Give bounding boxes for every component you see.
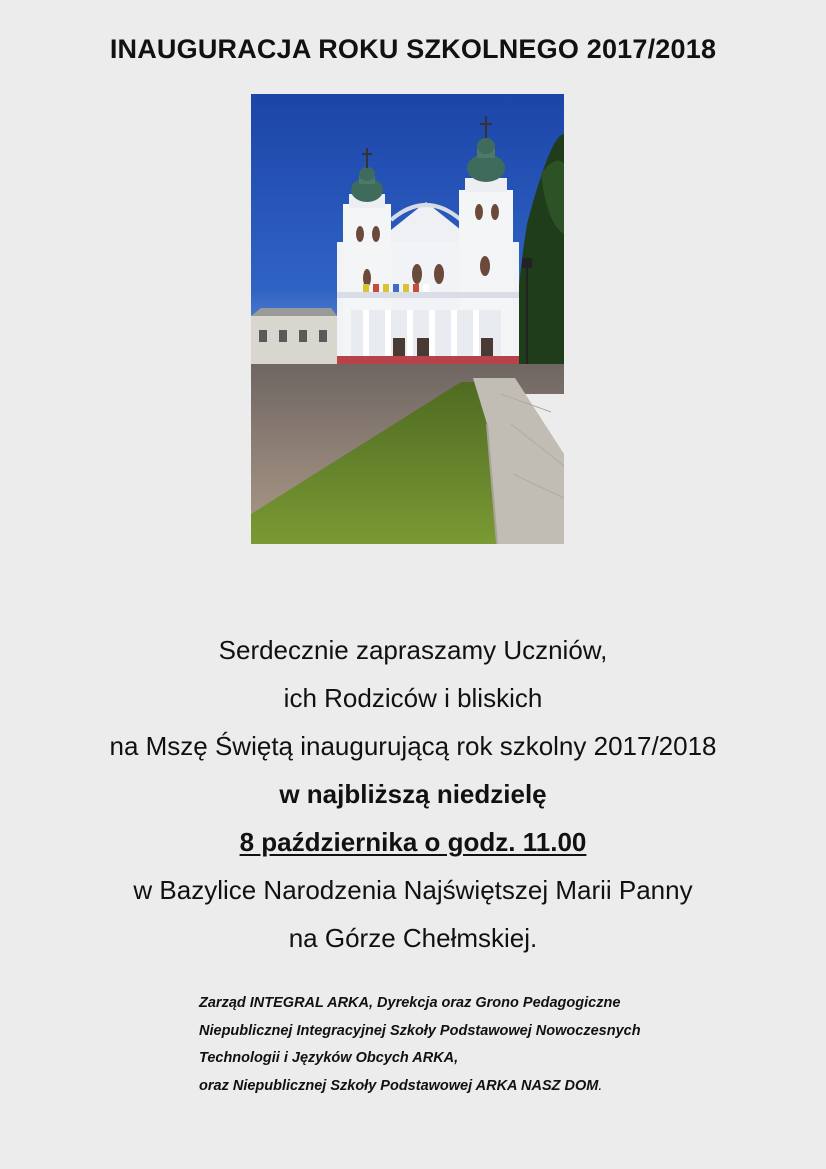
page-title: INAUGURACJA ROKU SZKOLNEGO 2017/2018 — [109, 34, 717, 64]
signature-line: Technologii i Języków Obcych ARKA, — [199, 1050, 459, 1066]
invitation-line: na Mszę Świętą inaugurującą rok szkolny 2017/2018 — [109, 731, 717, 761]
invitation-text — [0, 626, 826, 962]
invitation-day: w najbliższą niedzielę — [279, 779, 547, 809]
signature-line: Zarząd INTEGRAL ARKA, Dyrekcja oraz Grono Pedagogiczne — [199, 995, 621, 1011]
invitation-line: Serdecznie zapraszamy Uczniów, — [218, 635, 608, 665]
basilica-photo — [251, 94, 564, 544]
invitation-line: w Bazylice Narodzenia Najświętszej Marii Panny — [133, 875, 693, 905]
invitation-line: ich Rodziców i bliskich — [283, 683, 543, 713]
signature-line: oraz Niepublicznej Szkoły Podstawowej ARKA NASZ DOM — [199, 1077, 599, 1094]
invitation-line: na Górze Chełmskiej. — [288, 923, 538, 953]
signature-end-dot: . — [598, 1077, 603, 1094]
signature-block — [199, 990, 799, 1100]
signature-line: Niepublicznej Integracyjnej Szkoły Podstawowej Nowoczesnych — [199, 1022, 641, 1039]
invitation-date-time: 8 października o godz. 11.00 — [239, 827, 587, 857]
